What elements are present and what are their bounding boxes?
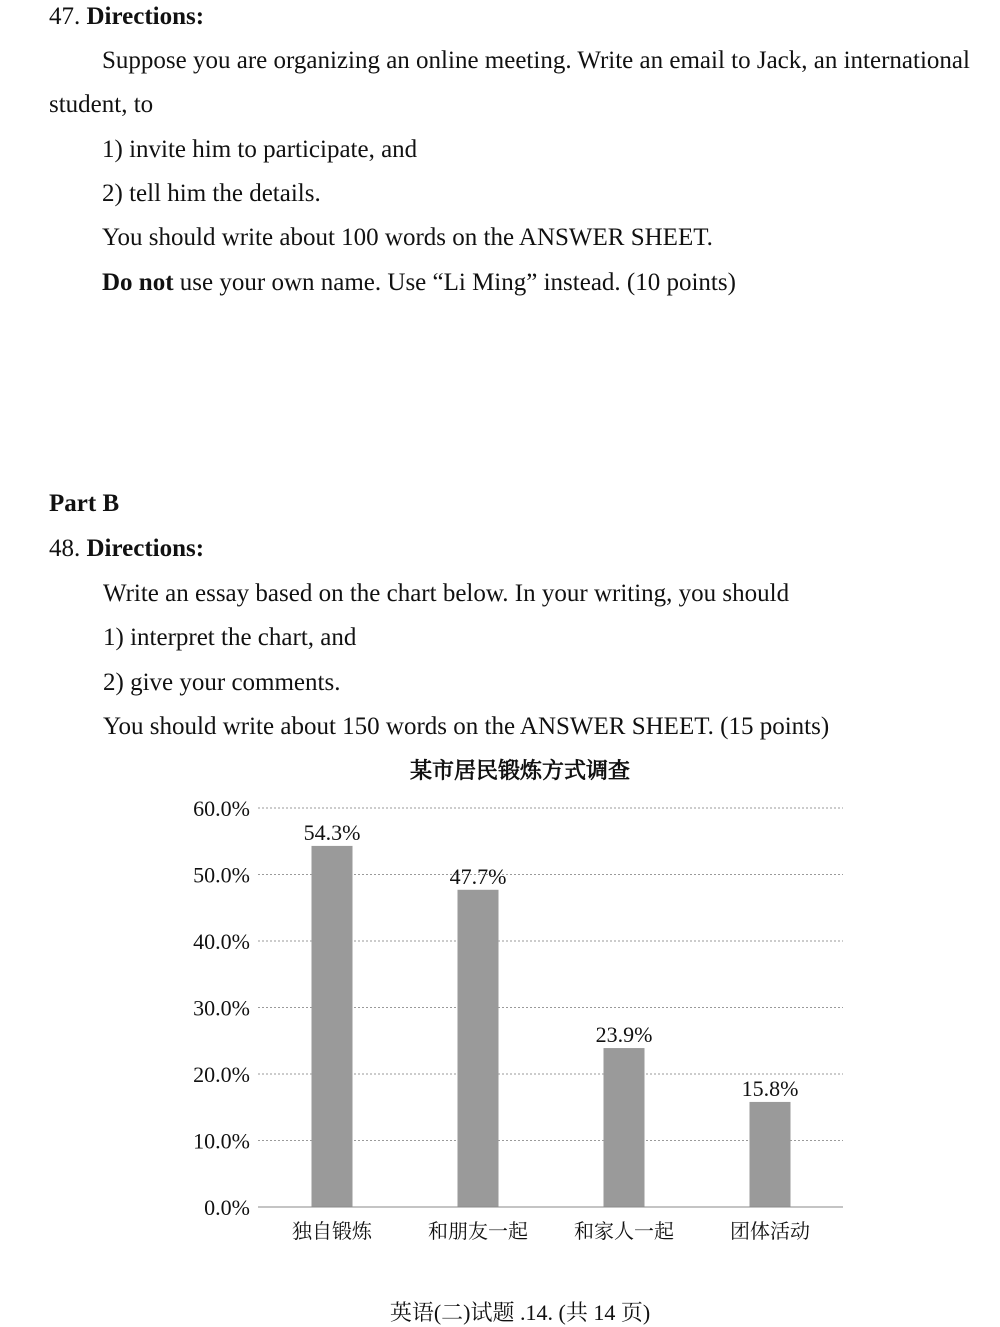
x-category-label: 团体活动 (730, 1219, 810, 1243)
q48-prompt: Write an essay based on the chart below. In your writing, you should (103, 580, 790, 607)
y-tick-label: 20.0% (193, 1062, 250, 1087)
bar-value-label: 23.9% (595, 1022, 653, 1048)
bar-value-label: 54.3% (303, 819, 361, 845)
part-b-title: Part B (49, 490, 120, 517)
y-tick-label: 40.0% (193, 929, 250, 954)
bar (458, 890, 499, 1207)
y-tick-label: 60.0% (193, 796, 250, 821)
q48-colon: : (195, 535, 205, 562)
q48-item-2: 2) give your comments. (103, 669, 341, 696)
page-footer: 英语(二)试题 .14. (共 14 页) (389, 1300, 651, 1325)
q48-number: 48. (49, 535, 81, 562)
x-category-label: 和朋友一起 (428, 1219, 528, 1243)
y-tick-label: 30.0% (193, 995, 250, 1021)
q47-do-not: Do not (102, 269, 174, 296)
q47-directions-label: Directions (86, 3, 196, 30)
y-tick-label: 50.0% (193, 862, 250, 888)
q47-word-count: You should write about 100 words on the ANSWER SHEET. (102, 224, 713, 251)
bar-value-label: 15.8% (741, 1075, 799, 1101)
q47-prompt-line1: Suppose you are organizing an online meeting. Write an email to Jack, an international (102, 47, 970, 74)
q48-directions-label: Directions (86, 535, 196, 562)
q47-prompt-line2: student, to (49, 91, 154, 118)
x-category-label: 和家人一起 (574, 1219, 674, 1243)
q48-word-count: You should write about 150 words on the ANSWER SHEET. (15 points) (103, 713, 830, 740)
q47-number: 47. (49, 3, 81, 30)
y-tick-label: 0.0% (204, 1195, 250, 1220)
x-category-label: 独自锻炼 (292, 1219, 372, 1243)
q47-name-rule-text: use your own name. Use “Li Ming” instead. (10 points) (179, 269, 736, 296)
bar (604, 1048, 645, 1207)
bar (312, 846, 353, 1207)
q47-item-1: 1) invite him to participate, and (102, 136, 418, 163)
q48-item-1: 1) interpret the chart, and (103, 624, 357, 651)
q47-item-2: 2) tell him the details. (102, 180, 321, 207)
bar (750, 1102, 791, 1207)
y-tick-label: 10.0% (193, 1128, 250, 1154)
q47-colon: : (195, 3, 205, 30)
chart-title: 某市居民锻炼方式调查 (409, 759, 630, 784)
bar-value-label: 47.7% (449, 863, 507, 889)
